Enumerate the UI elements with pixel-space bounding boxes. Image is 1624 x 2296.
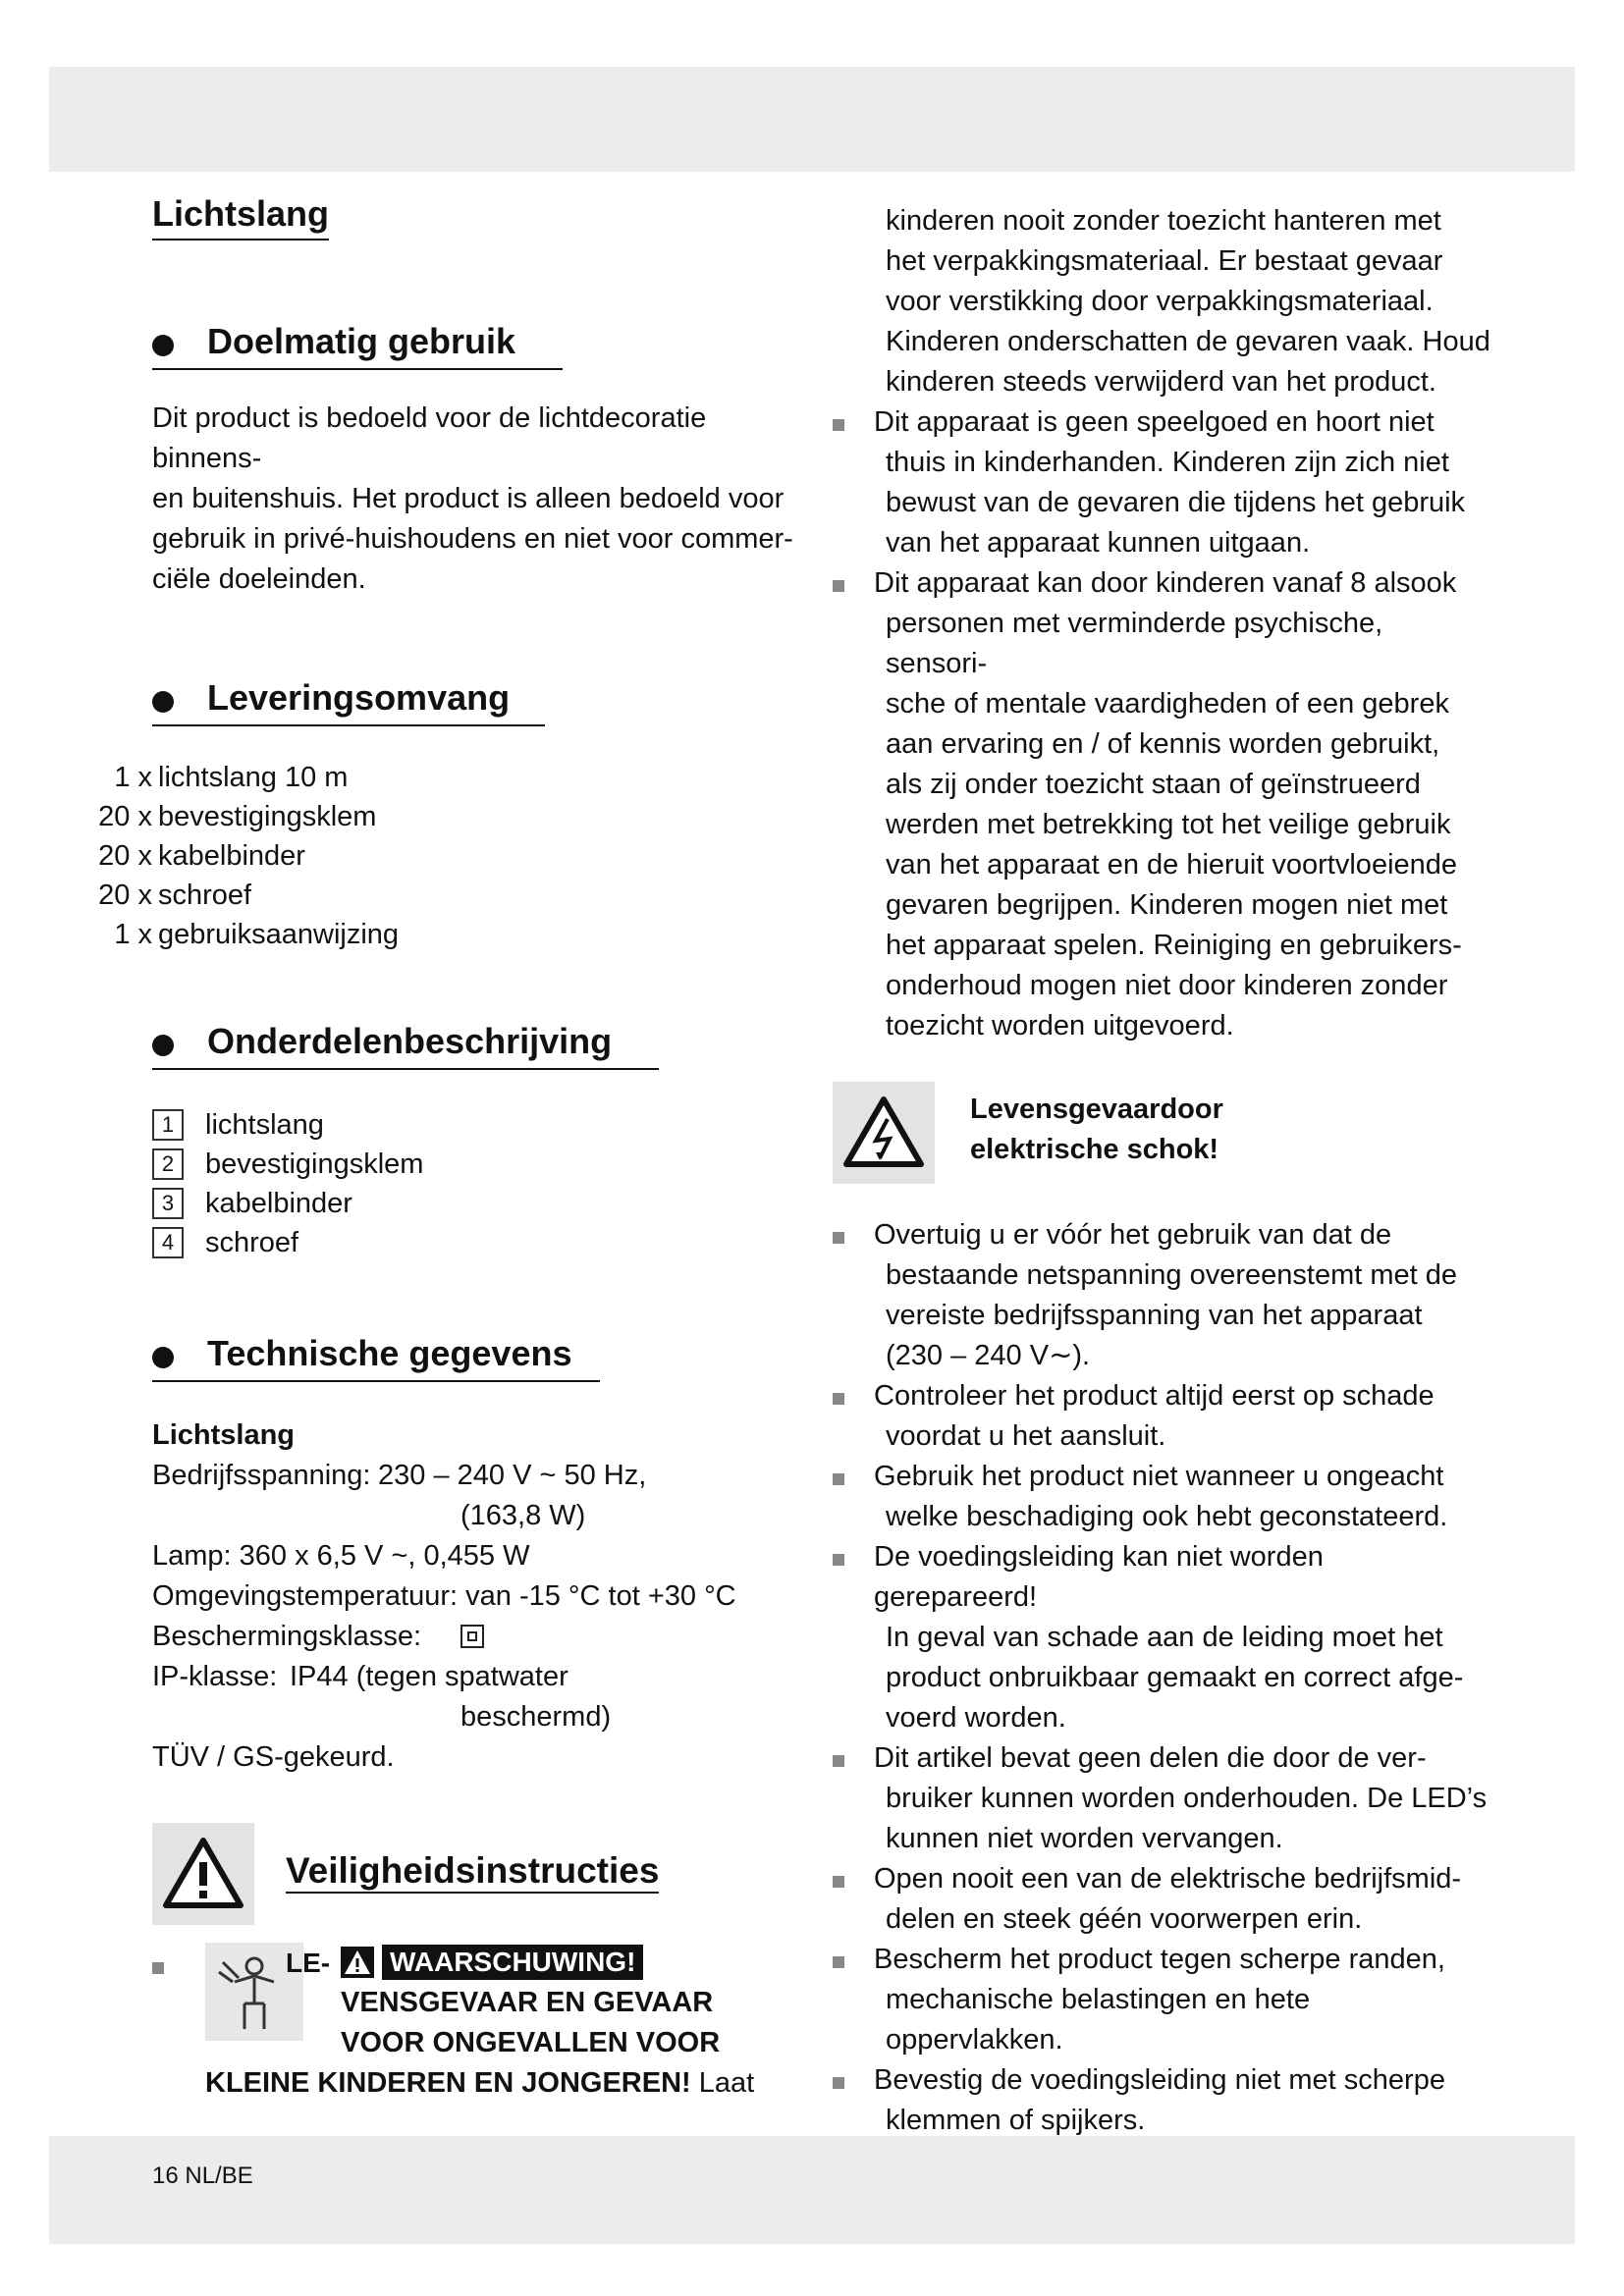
safety-heading-block bbox=[152, 1823, 800, 1925]
list-item: 20 x bevestigingsklem bbox=[98, 801, 377, 832]
section-doelmatig-heading: Doelmatig gebruik bbox=[152, 321, 800, 372]
page-number: 16 NL/BE bbox=[152, 2163, 253, 2189]
list-item: Open nooit een van de elektrische bedrijfsmid- delen en steek géén voorwerpen erin. bbox=[833, 1859, 1490, 1940]
doelmatig-text: Dit product is bedoeld voor de lichtdecoratie binnens- en buitenshuis. Het product is alleen bedoeld voor gebruik in privé-huishoudens en niet voor commer- ciële doeleinden. bbox=[152, 402, 793, 595]
levering-list bbox=[85, 758, 800, 954]
shock-warning: Levensgevaardoor elektrische schok! bbox=[833, 1082, 1490, 1186]
footer-band bbox=[49, 2136, 1575, 2244]
list-item: 1 lichtslang bbox=[152, 1105, 800, 1145]
bullet-dot-icon bbox=[152, 1347, 174, 1368]
list-item: 2 bevestigingsklem bbox=[152, 1145, 800, 1184]
warning-small-icon bbox=[341, 1947, 374, 1978]
continued-text: kinderen nooit zonder toezicht hanteren met het verpakkingsmateriaal. Er bestaat gevaar voor verstikking door verpakkingsmateriaal. Kinderen onderschatten de gevaren vaak. Houd kinderen steeds verwijderd van het product. bbox=[886, 205, 1490, 398]
bullet-square-icon bbox=[833, 1755, 844, 1767]
bullet-square-icon bbox=[833, 1393, 844, 1405]
list-item: 4 schroef bbox=[152, 1223, 800, 1262]
bullet-dot-icon bbox=[152, 335, 174, 356]
header-band bbox=[49, 67, 1575, 172]
protection-class-ii-icon bbox=[460, 1625, 484, 1648]
right-column bbox=[833, 201, 1490, 2221]
children-warning: LE- WAARSCHUWING! VENSGEVAAR EN GEVAAR VOOR ONGEVALLEN VOOR KLEINE KINDEREN EN JONGEREN! Laat bbox=[152, 1943, 800, 2109]
list-item: Overtuig u er vóór het gebruik van dat de bestaande netspanning overeenstemt met de vereiste bedrijfsspanning van het apparaat (230 – 240 V∼). bbox=[833, 1215, 1490, 1376]
list-item: 1 x gebruiksaanwijzing bbox=[114, 919, 400, 950]
list-item: Bescherm het product tegen scherpe randen, mechanische belastingen en hete oppervlakken. bbox=[833, 1940, 1490, 2060]
bullet-square-icon bbox=[833, 1956, 844, 1968]
page-title: Lichtslang bbox=[152, 193, 329, 240]
bullet-square-icon bbox=[833, 1232, 844, 1244]
warning-label: WAARSCHUWING! bbox=[382, 1945, 643, 1980]
bullet-square-icon bbox=[833, 1554, 844, 1566]
bullet-dot-icon bbox=[152, 1035, 174, 1056]
left-column bbox=[98, 193, 800, 2109]
list-item: De voedingsleiding kan niet worden gerepareerd! In geval van schade aan de leiding moet het product onbruikbaar gemaakt en correct afge- voerd worden. bbox=[833, 1537, 1490, 1738]
electric-shock-icon bbox=[833, 1082, 935, 1184]
list-item: Bevestig de voedingsleiding niet met scherpe klemmen of spijkers. bbox=[833, 2060, 1490, 2141]
list-item: Controleer het product altijd eerst op schade voordat u het aansluit. bbox=[833, 1376, 1490, 1457]
section-technisch-heading: Technische gegevens bbox=[152, 1333, 800, 1384]
bullet-dot-icon bbox=[152, 691, 174, 713]
list-item: Dit apparaat kan door kinderen vanaf 8 alsook personen met verminderde psychische, sensori- sche of mentale vaardigheden of een gebrek aan ervaring en / of kennis worden gebruikt, als zij onder toezicht staan of geïnstrueerd werden met betrekking tot het veilige gebruik van het apparaat en de hieruit voortvloeiende gevaren begrijpen. Kinderen mogen niet met het apparaat spelen. Reiniging en gebruikers- onderhoud mogen niet door kinderen zonder toezicht worden uitgevoerd. bbox=[833, 563, 1490, 1046]
list-item: 3 kabelbinder bbox=[152, 1184, 800, 1223]
bullet-square-icon bbox=[833, 1876, 844, 1888]
technisch-block: Lichtslang Bedrijfsspanning: 230 – 240 V ~ 50 Hz, (163,8 W) Lamp: 360 x 6,5 V ~, 0,455 W Omgevingstemperatuur: van -15 °C tot +30 °C Beschermingsklasse: IP-klasse: IP44 (tegen spatwater beschermd) TÜV / GS-gekeurd. bbox=[152, 1419, 736, 1773]
safety-title: Veiligheidsinstructies bbox=[286, 1850, 659, 1894]
section-levering-heading: Leveringsomvang bbox=[152, 677, 800, 728]
warning-triangle-icon bbox=[152, 1823, 254, 1925]
list-item: Gebruik het product niet wanneer u ongeacht welke beschadiging ook hebt geconstateerd. bbox=[833, 1457, 1490, 1537]
section-onderdelen-heading: Onderdelenbeschrijving bbox=[152, 1021, 800, 1072]
bullet-square-icon bbox=[833, 580, 844, 592]
list-item: 20 x schroef bbox=[98, 880, 252, 911]
bullet-square-icon bbox=[833, 2077, 844, 2089]
list-item: 1 x lichtslang 10 m bbox=[114, 762, 349, 793]
bullet-square-icon bbox=[152, 1962, 164, 1974]
bullet-square-icon bbox=[833, 419, 844, 431]
bullet-square-icon bbox=[833, 1473, 844, 1485]
list-item: Dit apparaat is geen speelgoed en hoort niet thuis in kinderhanden. Kinderen zijn zich niet bewust van de gevaren die tijdens het gebruik van het apparaat kunnen uitgaan. bbox=[833, 402, 1490, 563]
onderdelen-list bbox=[152, 1105, 800, 1262]
list-item: 20 x kabelbinder bbox=[98, 840, 305, 872]
list-item: Dit artikel bevat geen delen die door de ver- bruiker kunnen worden onderhouden. De LED’s kunnen niet worden vervangen. bbox=[833, 1738, 1490, 1859]
